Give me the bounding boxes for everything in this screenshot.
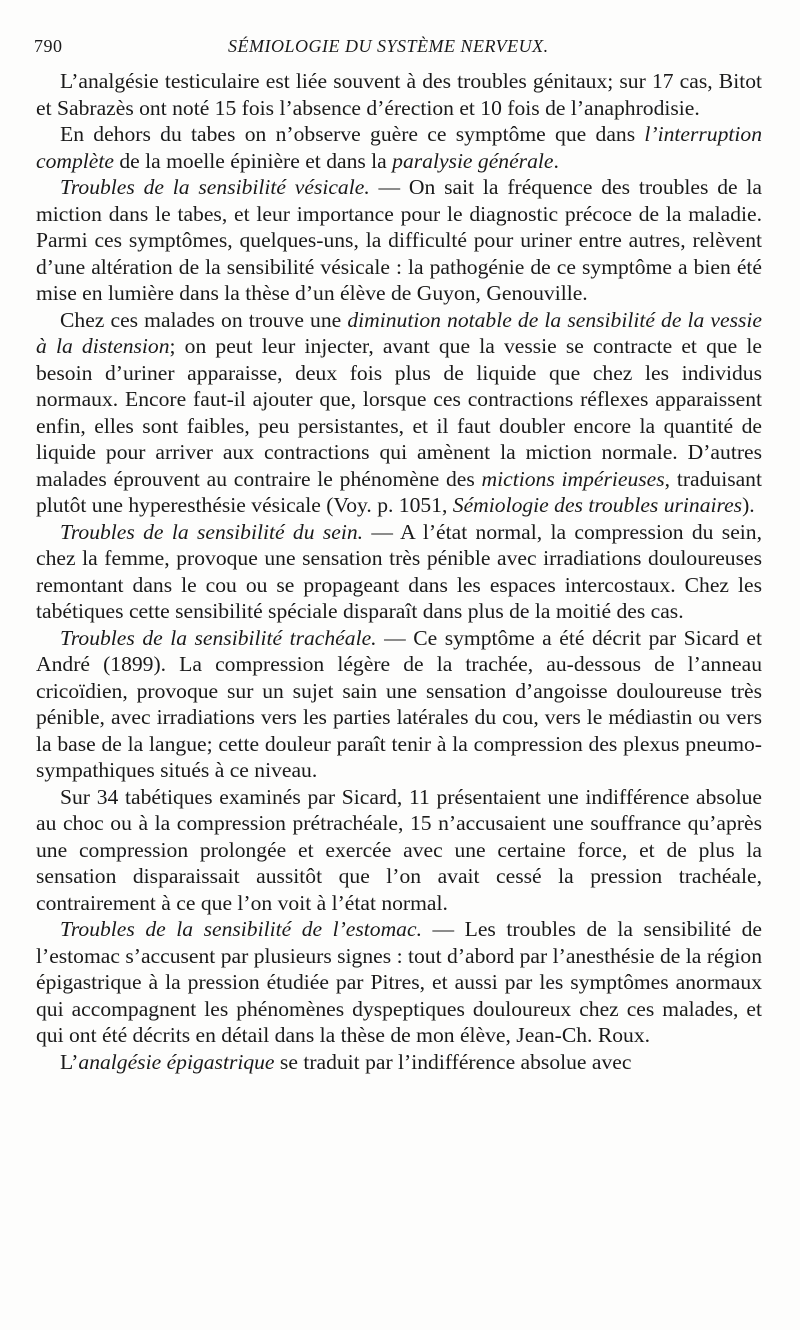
paragraph-epigastric-analgesia (36, 1049, 762, 1076)
paragraph-text: L’analgésie testiculaire est liée souvent à des troubles génitaux; sur 17 cas, Bitot et Sabrazès ont noté 15 fois l’absence d’érection et 10 fois de l’anaphrodisie. (36, 69, 762, 120)
section-heading: Troubles de la sensibilité vésicale. (60, 175, 370, 199)
paragraph-text: L’ (60, 1049, 79, 1074)
paragraph-text: — Les troubles de la sensibilité de l’estomac s’accusent par plusieurs signes : tout d’abord par l’anesthésie de la région épigastrique à la pression étudiée par Pitres, et aussi par les symptômes anormaux qui accompagnent les phénomènes dyspeptiques douloureux chez ces malades, et qui ont été décrits en détail dans la thèse de mon élève, Jean-Ch. Roux. (36, 917, 762, 1047)
paragraph-text: . (553, 148, 559, 173)
paragraph-tracheal-sensibility (36, 625, 762, 784)
paragraph-text: de la moelle épinière et dans la (113, 148, 393, 173)
paragraph-text: , traduisant plutôt une hyperesthésie vésicale (Voy. p. 1051, (36, 466, 762, 517)
paragraph-sicard-statistics (36, 784, 762, 917)
paragraph-breast-sensibility (36, 519, 762, 625)
emphasis-text: Sémiologie des troubles urinaires (452, 493, 743, 517)
section-heading: Troubles de la sensibilité du sein. (60, 519, 364, 544)
paragraph-text: — On sait la fréquence des troubles de la miction dans le tabes, et leur importance pour le diagnostic précoce de la maladie. Parmi ces symptômes, quelques-uns, la difficulté pour uriner entre autres, relèvent d’une altération de la sensibilité vésicale : la pathogénie de ce symptôme a bien été mise en lumière dans la thèse d’un élève de Guyon, Genouville. (36, 175, 762, 305)
paragraph-text: Chez ces malades on trouve une (60, 307, 348, 332)
emphasis-text: analgésie épigastrique (78, 1049, 275, 1074)
paragraph-text: se traduit par l’indifférence absolue avec (274, 1049, 632, 1074)
emphasis-text: l’interruption complète (36, 122, 762, 173)
body-text (36, 68, 762, 1075)
emphasis-text: mictions impérieuses (481, 466, 665, 491)
paragraph-text: Sur 34 tabétiques examinés par Sicard, 11 présentaient une indifférence absolue au choc ou à la compression prétrachéale, 15 n’accusaient une souffrance qu’après une compression prolongée et exercée avec une certaine force, et de plus la sensation disparaissait aussitôt que l’on avait cessé la pression trachéale, contrairement à ce que l’on voit à l’état normal. (36, 784, 762, 915)
page-number: 790 (34, 36, 63, 56)
paragraph-text: — Ce symptôme a été décrit par Sicard et André (1899). La compression légère de la trachée, au-dessous de l’anneau cricoïdien, provoque sur un sujet sain une sensation d’angoisse douloureuse très pénible, avec irradiations vers les parties latérales du cou, vers le médiastin ou vers la base de la langue; cette douleur paraît tenir à la compression des plexus pneumo-sympathiques situés à ce niveau. (36, 625, 762, 782)
paragraph-stomach-sensibility (36, 916, 762, 1049)
emphasis-text: diminution notable de la sensibilité de la vessie à la distension (36, 307, 762, 358)
paragraph-testicular-analgesia (36, 68, 762, 121)
paragraph-text: — A l’état normal, la compression du sein, chez la femme, provoque une sensation très pénible avec irradiations douloureuses remontant dans le cou ou se propageant dans les espaces intercostaux. Chez les tabétiques cette sensibilité spéciale disparaît dans plus de la moitié des cas. (36, 519, 762, 623)
paragraph-text: ). (742, 493, 755, 517)
section-heading: Troubles de la sensibilité trachéale. (60, 625, 377, 650)
emphasis-text: paralysie générale (392, 148, 554, 173)
running-head (34, 36, 760, 62)
paragraph-text: En dehors du tabes on n’observe guère ce symptôme que dans (60, 122, 645, 146)
paragraph-bladder-distension (36, 307, 762, 519)
paragraph-tabes-exceptions (36, 121, 762, 174)
paragraph-text: ; on peut leur injecter, avant que la vessie se contracte et que le besoin d’uriner apparaisse, deux fois plus de liquide que chez les individus normaux. Encore faut-il ajouter que, lorsque ces contractions réflexes apparaissent enfin, elles sont faibles, peu persistantes, et il faut doubler encore la quantité de liquide pour arriver aux contractions qui amènent la miction normale. D’autres malades éprouvent au contraire le phénomène des (36, 334, 762, 491)
section-heading: Troubles de la sensibilité de l’estomac. (60, 917, 422, 941)
paragraph-vesical-sensibility (36, 174, 762, 307)
running-title: SÉMIOLOGIE DU SYSTÈME NERVEUX. (228, 36, 549, 56)
